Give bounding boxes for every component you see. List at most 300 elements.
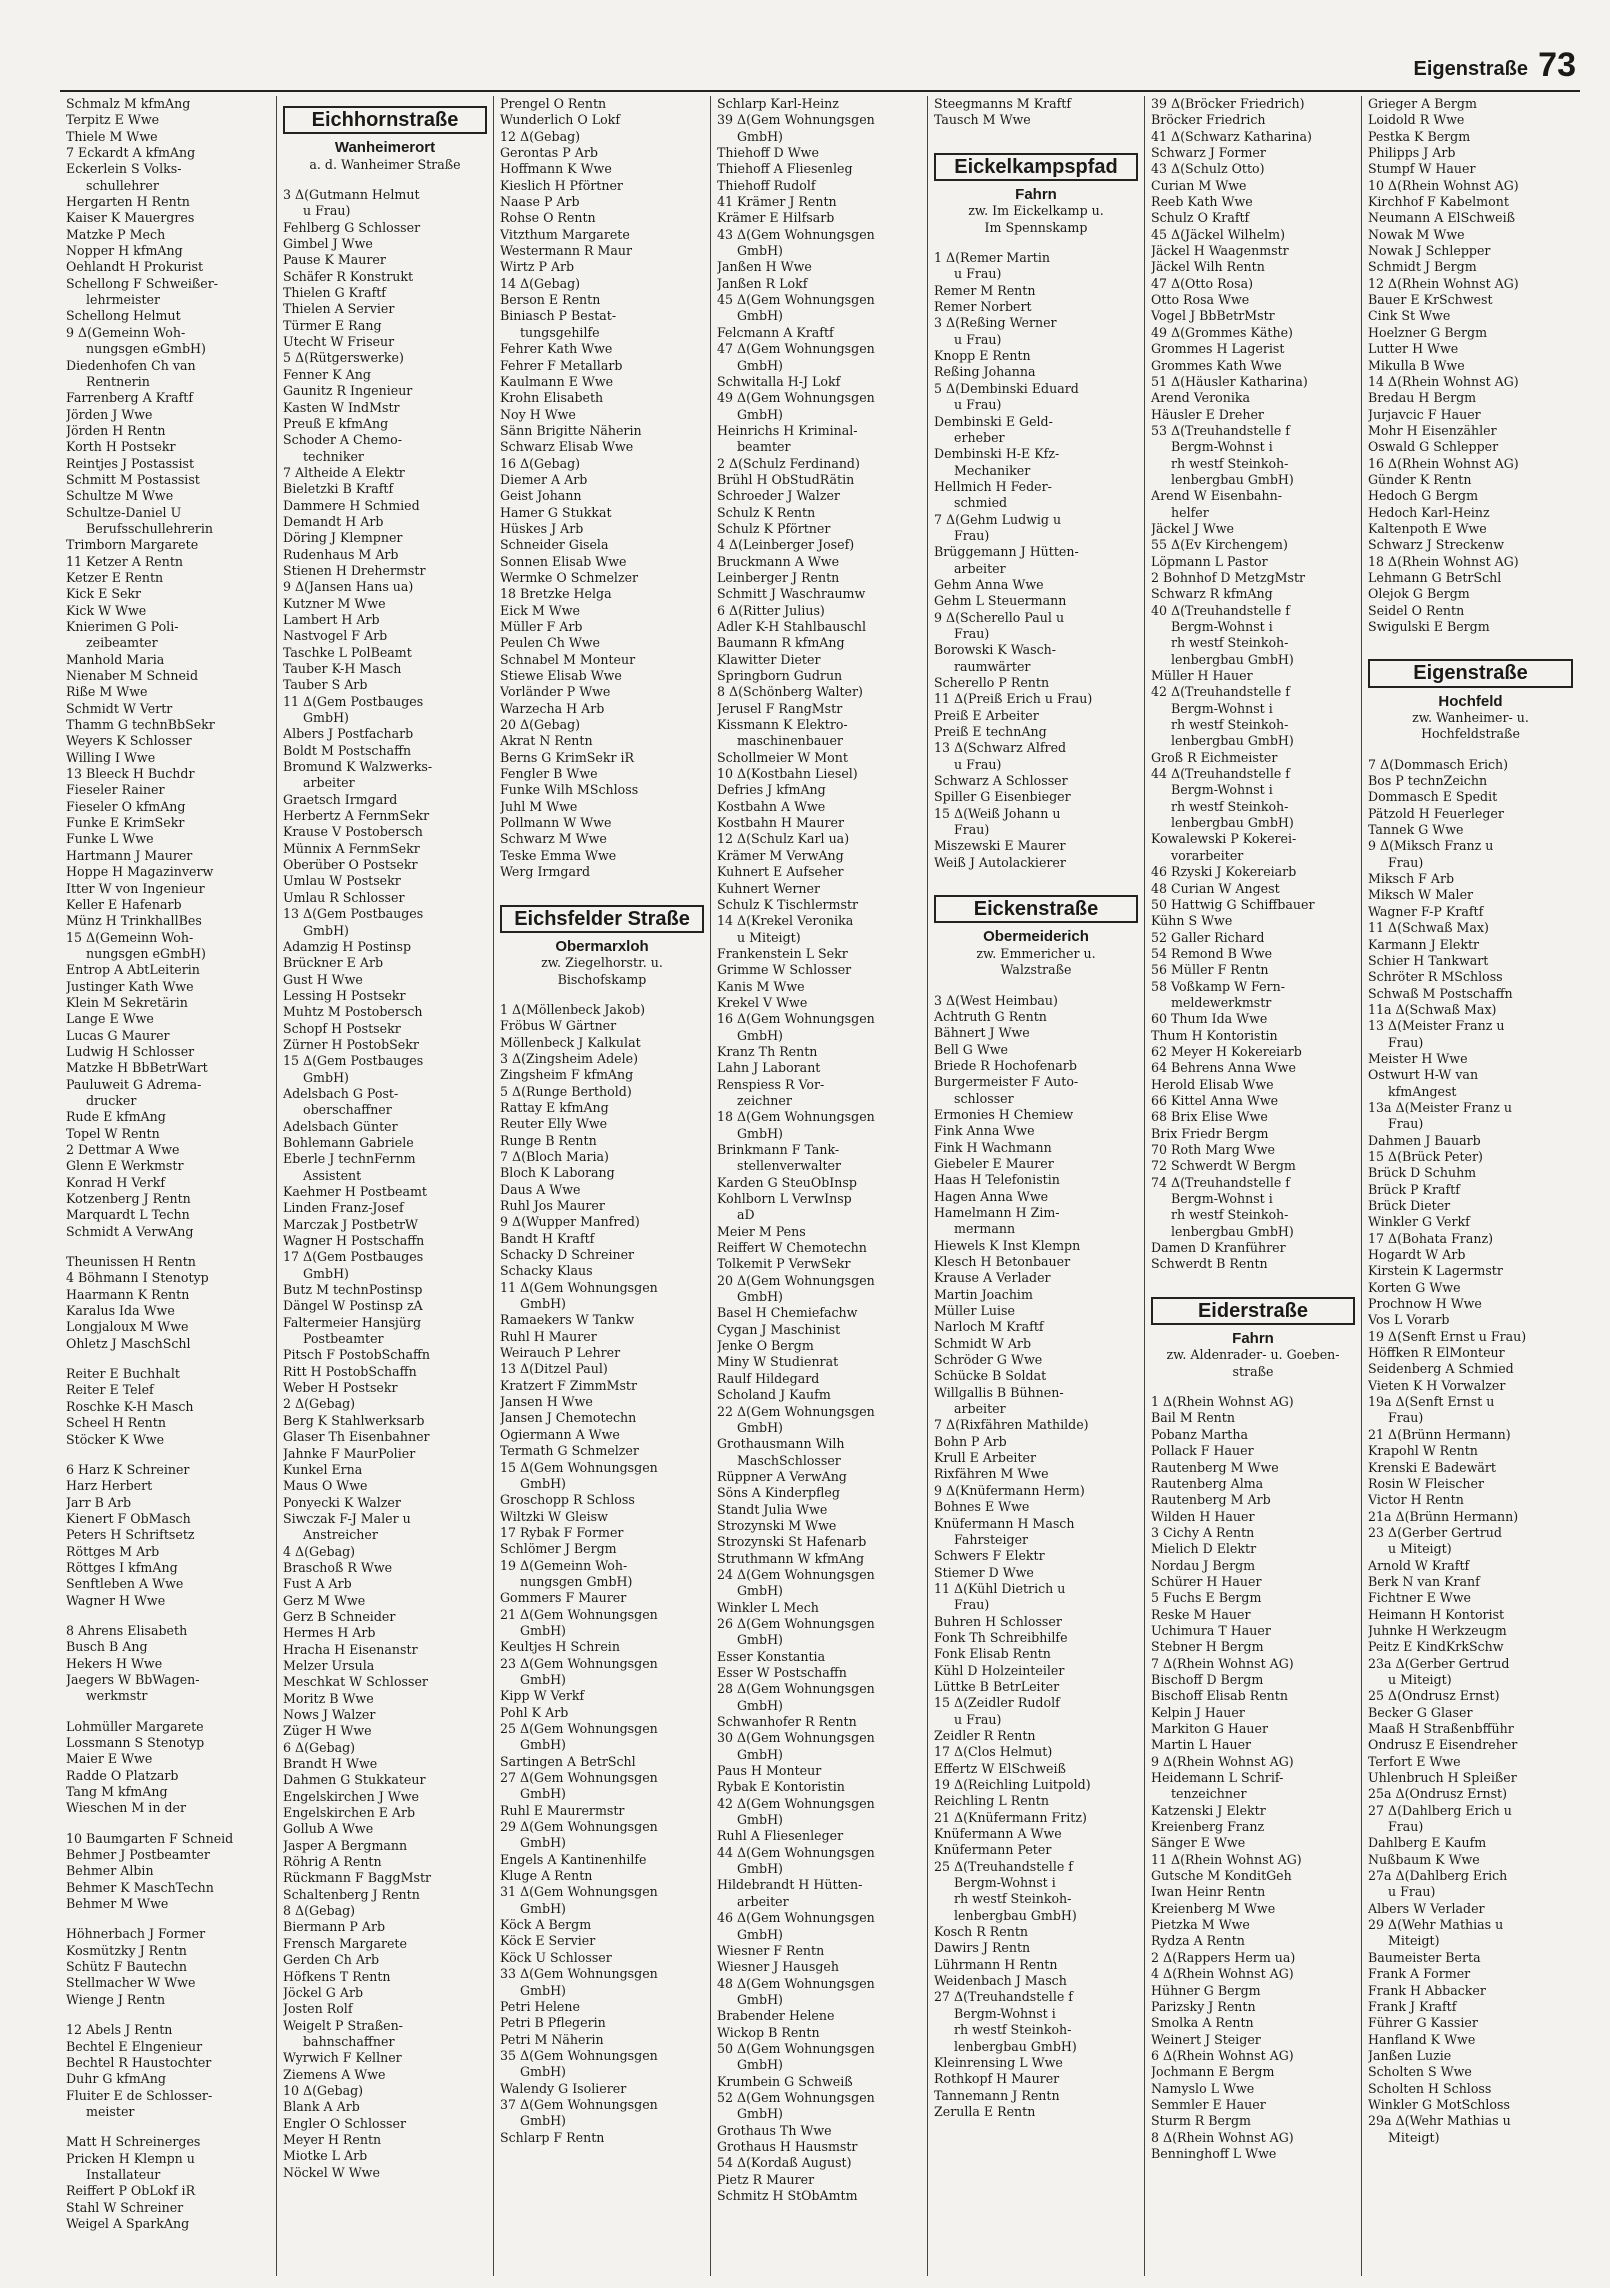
resident-entry: Wilden H Hauer (1151, 1508, 1255, 1524)
spacer (500, 988, 704, 1002)
resident-entry: Blank A Arb (283, 2099, 360, 2115)
resident-entry: 15 Δ(Gemeinn Woh- (66, 929, 194, 945)
entry-continuation: Frau) (1388, 1819, 1424, 1835)
resident-entry: Werg Irmgard (500, 864, 591, 880)
entry-continuation: nungsgen eGmbH) (86, 945, 206, 961)
resident-entry: 46 Rzyski J Kokereiarb (1151, 864, 1297, 880)
resident-entry: Linden Franz-Josef (283, 1200, 404, 1216)
resident-entry: Reßing Johanna (934, 364, 1036, 380)
resident-entry: Schmitt J Waschraumw (717, 586, 866, 602)
resident-entry: Klawitter Dieter (717, 651, 821, 667)
resident-entry: Ostwurt H-W van (1368, 1067, 1479, 1083)
resident-entry: Maus O Wwe (283, 1478, 368, 1494)
entry-continuation: u Frau) (954, 397, 1002, 413)
resident-entry: Türmer E Rang (283, 317, 382, 333)
resident-entry: Miksch W Maler (1368, 887, 1474, 903)
resident-entry: Kipp W Verkf (500, 1688, 585, 1704)
resident-entry: Kowalewski P Kokerei- (1151, 831, 1297, 847)
resident-entry: Justinger Kath Wwe (66, 978, 194, 994)
resident-entry: Kaiser K Mauergres (66, 210, 195, 226)
resident-entry: Gehm L Steuermann (934, 593, 1067, 609)
entry-continuation: GmbH) (520, 2064, 566, 2080)
resident-entry: Nöckel W Wwe (283, 2164, 380, 2180)
resident-entry: 21 Δ(Brünn Hermann) (1368, 1426, 1511, 1442)
resident-entry: 68 Brix Elise Wwe (1151, 1109, 1268, 1125)
resident-entry: Mikulla B Wwe (1368, 357, 1465, 373)
column-4 (711, 96, 928, 2276)
entry-continuation: GmbH) (737, 1632, 783, 1648)
resident-entry: 29 Δ(Gem Wohnungsgen (500, 1819, 658, 1835)
entry-continuation: arbeiter (954, 560, 1006, 576)
resident-entry: Schäfer R Konstrukt (283, 268, 414, 284)
spacer (66, 1609, 270, 1623)
resident-entry: Josten Rolf (283, 2001, 353, 2017)
resident-entry: Brandt H Wwe (283, 1756, 378, 1772)
entry-continuation: tenzeichner (1171, 1786, 1247, 1802)
running-head: Eigenstraße (1413, 58, 1528, 80)
resident-entry: 20 Δ(Gebag) (500, 717, 581, 733)
entry-continuation: GmbH) (520, 1475, 566, 1491)
resident-entry: Tannek G Wwe (1368, 822, 1464, 838)
resident-entry: Rückmann F BaggMstr (283, 1870, 432, 1886)
resident-entry: 9 Δ(Gemeinn Woh- (66, 324, 186, 340)
resident-entry: Utecht W Friseur (283, 334, 395, 350)
entry-continuation: Anstreicher (303, 1527, 378, 1543)
resident-entry: Kotzenberg J Rentn (66, 1191, 191, 1207)
resident-entry: 2 Δ(Schulz Ferdinand) (717, 455, 860, 471)
resident-entry: Ketzer E Rentn (66, 569, 164, 585)
resident-entry: Strozynski M Wwe (717, 1517, 837, 1533)
resident-entry: Dembinski H-E Kfz- (934, 446, 1060, 462)
resident-entry: Petri Helene (500, 1998, 580, 2014)
resident-entry: Kieslich H Pförtner (500, 177, 623, 193)
resident-entry: Hermes H Arb (283, 1625, 376, 1641)
resident-entry: Behmer M Wwe (66, 1896, 169, 1912)
resident-entry: Fust A Arb (283, 1576, 352, 1592)
entry-continuation: lehrmeister (86, 292, 161, 308)
resident-entry: Seidenberg A Schmied (1368, 1361, 1514, 1377)
resident-entry: Brinkmann F Tank- (717, 1142, 840, 1157)
entry-continuation: Installateur (86, 2166, 161, 2182)
resident-entry: Karalus Ida Wwe (66, 1303, 175, 1319)
entry-continuation: GmbH) (520, 1671, 566, 1687)
resident-entry: 13 Δ(Schwarz Alfred (934, 740, 1067, 756)
resident-entry: 11 Δ(Gem Postbauges (283, 693, 424, 709)
resident-entry: Fink H Wachmann (934, 1139, 1052, 1155)
resident-entry: Dommasch E Spedit (1368, 789, 1498, 805)
resident-entry: Heidemann L Schrif- (1151, 1770, 1284, 1786)
entry-continuation: GmbH) (737, 406, 783, 422)
resident-entry: 20 Δ(Gem Wohnungsgen (717, 1272, 875, 1288)
entry-continuation: GmbH) (737, 357, 783, 373)
resident-entry: Schnabel M Monteur (500, 651, 636, 667)
resident-entry: Engler O Schlosser (283, 2115, 406, 2131)
resident-entry: Willing I Wwe (66, 749, 156, 765)
resident-entry: Nows J Walzer (283, 1707, 376, 1722)
resident-entry: Schoder A Chemo- (283, 432, 402, 448)
entry-continuation: Frau) (954, 1597, 990, 1613)
resident-entry: 13 Δ(Gem Postbauges (283, 906, 424, 922)
resident-entry: Schwanhofer R Rentn (717, 1714, 857, 1730)
resident-entry: Weirauch P Lehrer (500, 1345, 621, 1361)
resident-entry: Gerz M Wwe (283, 1592, 366, 1608)
entry-continuation: u Frau) (1388, 1884, 1436, 1900)
resident-entry: Vieten K H Vorwalzer (1368, 1377, 1506, 1393)
resident-entry: Ritt H PostobSchaffn (283, 1363, 417, 1379)
resident-entry: Bail M Rentn (1151, 1410, 1235, 1426)
resident-entry: Kreienberg Franz (1151, 1819, 1265, 1835)
resident-entry: Jörden J Wwe (66, 406, 153, 422)
resident-entry: 9 Δ(Knüfermann Herm) (934, 1482, 1085, 1498)
resident-entry: Grieger A Bergm (1368, 96, 1477, 111)
resident-entry: 51 Δ(Häusler Katharina) (1151, 373, 1308, 389)
resident-entry: Jaegers W BbWagen- (66, 1671, 200, 1687)
resident-entry: 15 Δ(Gem Postbauges (283, 1053, 424, 1069)
resident-entry: Schütz F Bautechn (66, 1959, 188, 1975)
resident-entry: 5 Δ(Runge Berthold) (500, 1083, 632, 1099)
entry-continuation: GmbH) (520, 1900, 566, 1916)
resident-entry: 46 Δ(Gem Wohnungsgen (717, 1910, 875, 1926)
entry-continuation: schlosser (954, 1090, 1014, 1106)
district-name: Wanheimerort (334, 139, 436, 157)
spacer (934, 979, 1138, 993)
resident-entry: 17 Δ(Clos Helmut) (934, 1744, 1053, 1760)
resident-entry: 8 Δ(Rhein Wohnst AG) (1151, 2129, 1294, 2145)
resident-entry: Remer Norbert (934, 299, 1032, 315)
resident-entry: Hogardt W Arb (1368, 1247, 1466, 1263)
resident-entry: Adelsbach Günter (283, 1118, 398, 1134)
resident-entry: Terfort E Wwe (1368, 1753, 1461, 1769)
resident-entry: Philipps J Arb (1368, 145, 1456, 161)
resident-entry: Nastvogel F Arb (283, 628, 388, 644)
resident-entry: 2 Dettmar A Wwe (66, 1142, 180, 1157)
resident-entry: Funke L Wwe (66, 831, 154, 847)
entry-continuation: rh westf Steinkoh- (1171, 798, 1289, 814)
resident-entry: Knüfermann A Wwe (934, 1826, 1062, 1842)
resident-entry: Engelskirchen J Wwe (283, 1788, 419, 1804)
resident-entry: Hoffmann K Wwe (500, 161, 612, 177)
resident-entry: Hoelzner G Bergm (1368, 324, 1488, 340)
resident-entry: Martin Joachim (934, 1286, 1033, 1302)
resident-entry: Peters H Schriftsetz (66, 1527, 195, 1543)
resident-entry: 3 Δ(Zingsheim Adele) (500, 1050, 638, 1066)
resident-entry: Nußbaum K Wwe (1368, 1851, 1480, 1867)
resident-entry: Swigulski E Bergm (1368, 619, 1490, 634)
resident-entry: Wagner H Postschaffn (283, 1233, 425, 1249)
resident-entry: Kranz Th Rentn (717, 1043, 818, 1059)
resident-entry: Janßen R Lokf (717, 275, 808, 291)
resident-entry: 2 Δ(Rappers Herm ua) (1151, 1949, 1296, 1965)
resident-entry: 47 Δ(Gem Wohnungsgen (717, 341, 875, 357)
spacer (66, 2120, 270, 2134)
entry-continuation: Bergm-Wohnst i (954, 2005, 1056, 2021)
resident-entry: Dahlberg E Kaufm (1368, 1835, 1487, 1851)
resident-entry: Janßen Luzie (1368, 2047, 1452, 2063)
entry-continuation: lenbergbau GmbH) (1171, 1223, 1294, 1239)
spacer (66, 1240, 270, 1254)
resident-entry: 55 Δ(Ev Kirchengem) (1151, 537, 1288, 553)
resident-entry: Parizsky J Rentn (1151, 1998, 1256, 2014)
resident-entry: Pitsch F PostobSchaffn (283, 1347, 431, 1363)
resident-entry: 15 Δ(Gem Wohnungsgen (500, 1459, 658, 1475)
street-heading: Eichhornstraße (283, 106, 487, 134)
resident-entry: 22 Δ(Gem Wohnungsgen (717, 1403, 875, 1419)
resident-entry: Sturm R Bergm (1151, 2113, 1251, 2129)
resident-entry: 26 Δ(Gem Wohnungsgen (717, 1615, 875, 1631)
entry-continuation: GmbH) (737, 1583, 783, 1599)
resident-entry: 9 Δ(Miksch Franz u (1368, 838, 1494, 854)
resident-entry: Semmler E Hauer (1151, 2096, 1266, 2112)
entry-continuation: nungsgen GmbH) (520, 1573, 633, 1589)
entry-continuation: helfer (1171, 504, 1209, 520)
street-range: a. d. Wanheimer Straße (309, 156, 461, 172)
resident-entry: Rixfähren M Wwe (934, 1466, 1049, 1482)
resident-entry: 29a Δ(Wehr Mathias u (1368, 2113, 1511, 2129)
resident-entry: Schwarz J Streckenw (1368, 537, 1504, 553)
entry-continuation: rh westf Steinkoh- (1171, 455, 1289, 471)
resident-entry: 3 Δ(Gutmann Helmut (283, 187, 420, 203)
resident-entry: Gutsche M KonditGeh (1151, 1868, 1292, 1884)
resident-entry: 18 Δ(Rhein Wohnst AG) (1368, 553, 1519, 569)
resident-entry: Grothausmann Wilh (717, 1436, 845, 1452)
resident-entry: Vitzthum Margarete (500, 226, 630, 242)
resident-entry: Stahl W Schreiner (66, 2199, 184, 2215)
resident-entry: Hellmich H Feder- (934, 478, 1052, 494)
resident-entry: Moritz B Wwe (283, 1690, 374, 1706)
resident-entry: Oswald G Schlepper (1368, 439, 1499, 455)
resident-entry: 41 Krämer J Rentn (717, 194, 837, 210)
resident-entry: Groß R Eichmeister (1151, 749, 1278, 765)
entry-continuation: beamter (737, 439, 791, 455)
resident-entry: Bauer E KrSchwest (1368, 292, 1493, 308)
resident-entry: Diemer A Arb (500, 471, 588, 487)
resident-entry: Hracha H Eisenanstr (283, 1641, 418, 1657)
resident-entry: Radde O Platzarb (66, 1767, 179, 1783)
entry-continuation: Bergm-Wohnst i (1171, 619, 1273, 634)
resident-entry: Ludwig H Schlosser (66, 1043, 195, 1059)
resident-entry: Glaser Th Eisenbahner (283, 1429, 430, 1445)
resident-entry: Lucas G Maurer (66, 1027, 170, 1043)
resident-entry: 13 Δ(Meister Franz u (1368, 1018, 1505, 1034)
resident-entry: Willgallis B Bühnen- (934, 1384, 1064, 1400)
entry-continuation: Bergm-Wohnst i (954, 1875, 1056, 1891)
resident-entry: Diedenhofen Ch van (66, 357, 196, 373)
resident-entry: Rattay E kfmAng (500, 1099, 609, 1115)
resident-entry: Juhl M Wwe (500, 798, 578, 814)
street-range: zw. Wanheimer- u. (1412, 710, 1529, 726)
resident-entry: Dawirs J Rentn (934, 1940, 1031, 1956)
resident-entry: Lossmann S Stenotyp (66, 1735, 205, 1750)
resident-entry: Bromund K Walzwerks- (283, 759, 433, 775)
resident-entry: Winkler G MotSchloss (1368, 2096, 1510, 2112)
resident-entry: 14 Δ(Rhein Wohnst AG) (1368, 373, 1519, 389)
resident-entry: Weigel A SparkAng (66, 2215, 190, 2231)
resident-entry: Kaehmer H Postbeamt (283, 1184, 427, 1199)
resident-entry: Effertz W ElSchweiß (934, 1760, 1066, 1776)
resident-entry: 70 Roth Marg Wwe (1151, 1142, 1275, 1157)
resident-entry: Löpmann L Pastor (1151, 553, 1268, 569)
entry-continuation: erheber (954, 429, 1005, 445)
street-heading: Eickenstraße (934, 895, 1138, 923)
resident-entry: 42 Δ(Gem Wohnungsgen (717, 1795, 875, 1811)
resident-entry: 48 Δ(Gem Wohnungsgen (717, 1975, 875, 1991)
entry-continuation: werkmstr (86, 1688, 148, 1704)
resident-entry: Eberle J technFernm (283, 1151, 416, 1167)
resident-entry: 52 Δ(Gem Wohnungsgen (717, 2089, 875, 2105)
resident-entry: Lessing H Postsekr (283, 987, 406, 1003)
resident-entry: Haas H Telefonistin (934, 1172, 1060, 1188)
resident-entry: Vos L Vorarb (1368, 1312, 1450, 1328)
street-range: Hochfeldstraße (1421, 726, 1520, 742)
resident-entry: Schwitalla H-J Lokf (717, 373, 841, 389)
entry-continuation: maschinenbauer (737, 733, 843, 749)
resident-entry: Maier E Wwe (66, 1751, 153, 1767)
resident-entry: Reske M Hauer (1151, 1606, 1251, 1622)
resident-entry: Leinberger J Rentn (717, 569, 840, 585)
resident-entry: Neumann A ElSchweiß (1368, 210, 1516, 226)
resident-entry: Schwarz Elisab Wwe (500, 439, 634, 455)
resident-entry: Züger H Wwe (283, 1723, 372, 1739)
resident-entry: Knüfermann Peter (934, 1842, 1052, 1858)
resident-entry: Pohl K Arb (500, 1704, 569, 1720)
resident-entry: Dahmen J Bauarb (1368, 1132, 1481, 1148)
resident-entry: Thiehoff Rudolf (717, 177, 816, 193)
resident-entry: Krenski E Badewärt (1368, 1459, 1496, 1475)
resident-entry: Kaulmann E Wwe (500, 373, 614, 389)
entry-continuation: u Miteigt) (737, 929, 801, 945)
resident-entry: Sartingen A BetrSchl (500, 1753, 636, 1769)
spacer (1368, 743, 1573, 757)
resident-entry: Daus A Wwe (500, 1181, 581, 1197)
resident-entry: Dängel W Postinsp zA (283, 1298, 423, 1314)
resident-entry: 2 Bohnhof D MetzgMstr (1151, 569, 1306, 585)
resident-entry: Katzenski J Elektr (1151, 1802, 1266, 1818)
resident-entry: Wickop B Rentn (717, 2024, 820, 2040)
entry-continuation: meister (86, 2103, 135, 2119)
resident-entry: Kratzert F ZimmMstr (500, 1377, 638, 1393)
resident-entry: Wiltzki W Gleisw (500, 1508, 608, 1524)
street-heading: Eichsfelder Straße (500, 905, 704, 933)
resident-entry: 5 Fuchs E Bergm (1151, 1590, 1262, 1606)
resident-entry: Krämer M VerwAng (717, 847, 844, 863)
resident-entry: Schröter R MSchloss (1368, 969, 1503, 985)
resident-entry: Rothkopf H Maurer (934, 2071, 1060, 2087)
resident-entry: Fink Anna Wwe (934, 1123, 1035, 1139)
entry-continuation: Frau) (1388, 1034, 1424, 1050)
resident-entry: Klesch H Betonbauer (934, 1254, 1071, 1269)
resident-entry: Schmitt M Postassist (66, 471, 200, 487)
entry-continuation: lenbergbau GmbH) (954, 2038, 1077, 2054)
resident-entry: Kosch R Rentn (934, 1924, 1028, 1940)
resident-entry: 11 Δ(Gem Wohnungsgen (500, 1279, 658, 1295)
resident-entry: Raulf Hildegard (717, 1370, 820, 1386)
resident-entry: Eick M Wwe (500, 602, 580, 618)
resident-entry: Zeidler R Rentn (934, 1727, 1036, 1743)
resident-entry: 39 Δ(Bröcker Friedrich) (1151, 96, 1305, 111)
resident-entry: Thum H Kontoristin (1151, 1027, 1278, 1043)
resident-entry: Felcmann A Kraftf (717, 324, 834, 340)
entry-continuation: GmbH) (737, 1861, 783, 1877)
resident-entry: Knüfermann H Masch (934, 1515, 1075, 1531)
entry-continuation: Bergm-Wohnst i (1171, 1191, 1273, 1207)
resident-entry: Curian M Wwe (1151, 177, 1247, 193)
resident-entry: Oehlandt H Prokurist (66, 259, 204, 275)
resident-entry: Bredau H Bergm (1368, 390, 1477, 406)
resident-entry: Trimborn Margarete (66, 537, 199, 553)
resident-entry: Pollmann W Wwe (500, 815, 612, 831)
resident-entry: Kluge A Rentn (500, 1868, 593, 1884)
resident-entry: Ohletz J MaschSchl (66, 1335, 191, 1351)
entry-continuation: stellenverwalter (737, 1158, 842, 1174)
resident-entry: 18 Δ(Gem Wohnungsgen (717, 1109, 875, 1125)
resident-entry: Grommes H Lagerist (1151, 341, 1285, 357)
resident-entry: Schacky Klaus (500, 1263, 593, 1279)
entry-continuation: u Miteigt) (1388, 1541, 1452, 1557)
entry-continuation: drucker (86, 1092, 137, 1108)
resident-entry: Kanis M Wwe (717, 978, 805, 994)
resident-entry: Jörden H Rentn (66, 422, 166, 438)
entry-continuation: u Frau) (303, 203, 351, 219)
resident-entry: 53 Δ(Treuhandstelle f (1151, 422, 1290, 438)
entry-continuation: Frau) (1388, 1116, 1424, 1132)
resident-entry: Graetsch Irmgard (283, 791, 398, 807)
district-name: Fahrn (1232, 1330, 1274, 1348)
resident-entry: Bieletzki B Kraftf (283, 481, 394, 497)
entry-continuation: Bergm-Wohnst i (1171, 700, 1273, 716)
resident-entry: Tauber K-H Masch (283, 661, 402, 676)
resident-entry: Wiesner J Hausgeh (717, 1959, 839, 1975)
resident-entry: 9 Δ(Scherello Paul u (934, 609, 1065, 625)
resident-entry: Rybak E Kontoristin (717, 1779, 845, 1795)
resident-entry: Funke Wilh MSchloss (500, 782, 639, 798)
spacer (934, 129, 1138, 143)
resident-entry: 25 Δ(Ondrusz Ernst) (1368, 1688, 1500, 1704)
spacer (1368, 635, 1573, 649)
resident-entry: 9 Δ(Wupper Manfred) (500, 1214, 640, 1230)
resident-entry: Rudenhaus M Arb (283, 546, 399, 562)
resident-entry: Scholten S Wwe (1368, 2064, 1472, 2080)
resident-entry: 12 Abels J Rentn (66, 2022, 173, 2038)
resident-entry: Müller Luise (934, 1303, 1015, 1319)
resident-entry: Hühner G Bergm (1151, 1982, 1261, 1998)
resident-entry: Burgermeister F Auto- (934, 1074, 1079, 1090)
resident-entry: Schmidt A VerwAng (66, 1223, 194, 1239)
entry-continuation: Mechaniker (954, 462, 1031, 478)
resident-entry: 6 Δ(Rhein Wohnst AG) (1151, 2047, 1294, 2063)
district-name: Hochfeld (1438, 692, 1503, 710)
entry-continuation: GmbH) (737, 1419, 783, 1435)
resident-entry: 8 Δ(Schönberg Walter) (717, 684, 863, 700)
resident-entry: Ondrusz E Eisendreher (1368, 1737, 1518, 1753)
resident-entry: Ermonies H Chemiew (934, 1106, 1074, 1122)
resident-entry: Adelsbach G Post- (283, 1085, 399, 1101)
resident-entry: 58 Voßkamp W Fern- (1151, 978, 1285, 994)
resident-entry: Dammere H Schmied (283, 497, 420, 513)
resident-entry: Tauber S Arb (283, 677, 368, 693)
resident-entry: Bröcker Friedrich (1151, 112, 1266, 128)
resident-entry: Ziemens A Wwe (283, 2066, 386, 2082)
resident-entry: Marquardt L Techn (66, 1207, 190, 1223)
resident-entry: 10 Δ(Kostbahn Liesel) (717, 766, 858, 782)
resident-entry: Springborn Gudrun (717, 668, 843, 684)
resident-entry: Fieseler Rainer (66, 782, 165, 798)
resident-entry: Grimme W Schlosser (717, 962, 852, 978)
resident-entry: Longjaloux M Wwe (66, 1319, 189, 1335)
resident-entry: Noy H Wwe (500, 406, 576, 422)
resident-entry: 9 Δ(Rhein Wohnst AG) (1151, 1753, 1294, 1769)
entry-continuation: GmbH) (737, 1697, 783, 1713)
resident-entry: Thiele M Wwe (66, 128, 158, 144)
